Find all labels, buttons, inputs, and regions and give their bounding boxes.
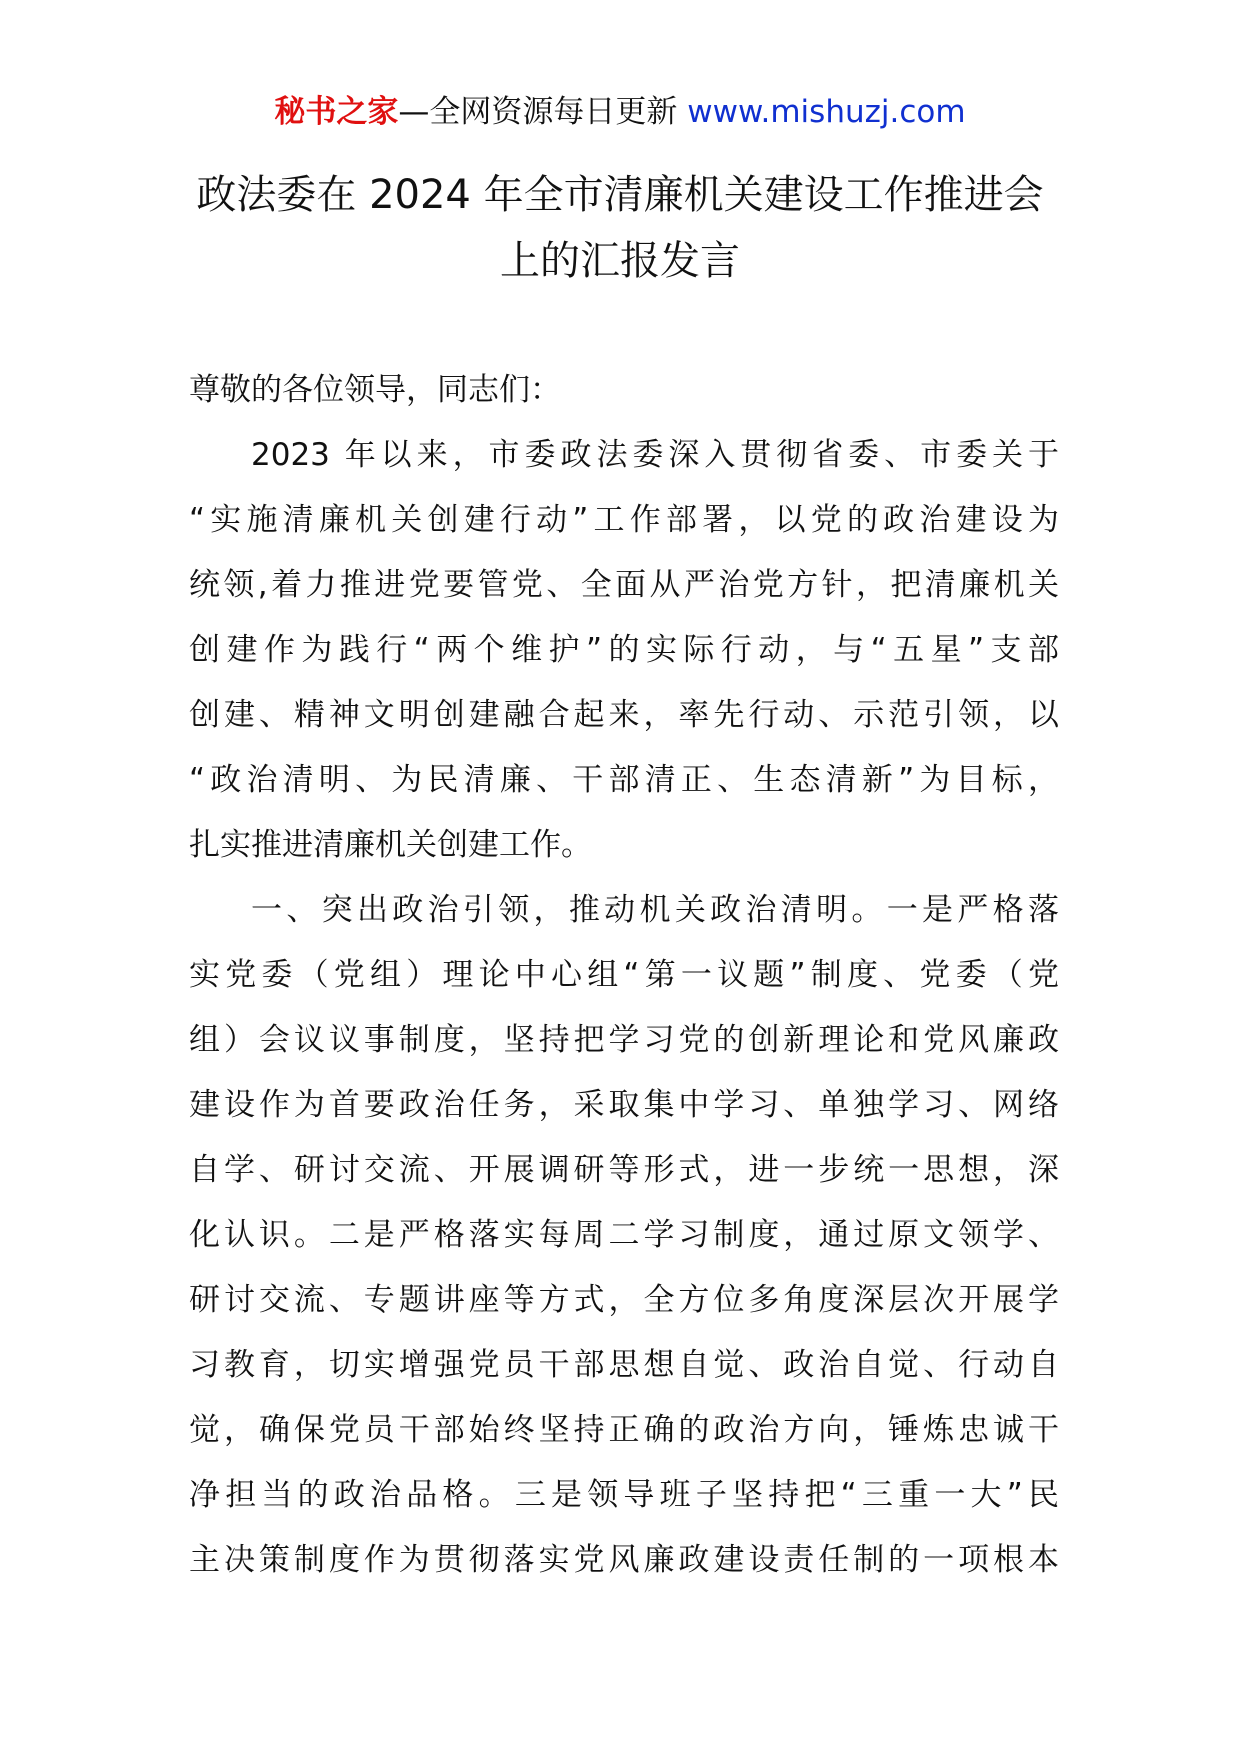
body-line: 统领,着力推进党要管党、全面从严治党方针，把清廉机关 <box>189 567 1059 603</box>
body-line: “实施清廉机关创建行动”工作部署，以党的政治建设为 <box>189 502 1059 538</box>
body-line: 建设作为首要政治任务，采取集中学习、单独学习、网络 <box>189 1087 1059 1123</box>
title-line-2: 上的汇报发言 <box>500 238 740 284</box>
body-line: “政治清明、为民清廉、干部清正、生态清新”为目标， <box>189 762 1059 798</box>
body-line: 一、突出政治引领，推动机关政治清明。一是严格落 <box>251 892 1059 928</box>
site-tagline: —全网资源每日更新 <box>398 94 688 130</box>
salutation: 尊敬的各位领导，同志们： <box>189 372 561 408</box>
document-body <box>189 358 1059 1593</box>
body-line: 净担当的政治品格。三是领导班子坚持把“三重一大”民 <box>189 1477 1059 1513</box>
site-url: www.mishuzj.com <box>687 94 966 130</box>
body-line: 创建、精神文明创建融合起来，率先行动、示范引领，以 <box>189 697 1059 733</box>
body-line: 创建作为践行“两个维护”的实际行动，与“五星”支部 <box>189 632 1059 668</box>
body-line: 组）会议议事制度，坚持把学习党的创新理论和党风廉政 <box>189 1022 1059 1058</box>
site-brand: 秘书之家 <box>274 94 399 130</box>
body-line: 扎实推进清廉机关创建工作。 <box>189 827 592 863</box>
document-title <box>150 162 1090 294</box>
body-line: 习教育，切实增强党员干部思想自觉、政治自觉、行动自 <box>189 1347 1059 1383</box>
body-line: 实党委（党组）理论中心组“第一议题”制度、党委（党 <box>189 957 1059 993</box>
title-line-1: 政法委在 2024 年全市清廉机关建设工作推进会 <box>196 172 1044 218</box>
body-line: 2023 年以来，市委政法委深入贯彻省委、市委关于 <box>251 437 1059 473</box>
body-line: 化认识。二是严格落实每周二学习制度，通过原文领学、 <box>189 1217 1059 1253</box>
site-header <box>0 92 1240 132</box>
body-line: 觉，确保党员干部始终坚持正确的政治方向，锤炼忠诚干 <box>189 1412 1059 1448</box>
body-line: 主决策制度作为贯彻落实党风廉政建设责任制的一项根本 <box>189 1542 1059 1578</box>
body-line: 研讨交流、专题讲座等方式，全方位多角度深层次开展学 <box>189 1282 1059 1318</box>
body-line: 自学、研讨交流、开展调研等形式，进一步统一思想，深 <box>189 1152 1059 1188</box>
